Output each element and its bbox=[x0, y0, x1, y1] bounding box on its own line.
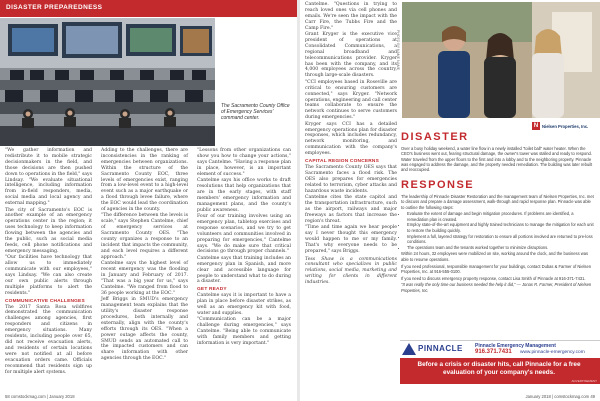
left-page bbox=[0, 0, 297, 401]
subhead-get-ready: GET READY bbox=[197, 287, 227, 293]
paragraph: The 2017 Santa Rosa wildfires demonstrated the communication challenges among agencies, first responders and citizens in emergency situations. Many residents, including people over 65, did not receive evacuation alerts, and residents of certain locations were not notified at all before evacuation orders came. Officials recommend that residents sign up for multiple alert systems. bbox=[5, 304, 92, 375]
ad-headline-band bbox=[400, 358, 600, 384]
sidebar-disaster-text bbox=[401, 146, 595, 174]
subhead-capital-region-concerns: CAPITAL REGION CONCERNS bbox=[305, 159, 379, 165]
ad-phone[interactable]: 916.371.7431 bbox=[475, 349, 512, 355]
paragraph: Four of our training involves using an emergency plan, tabletop exercises and response scenarios, and we try to get volunteers and communities involved in preparing for emergencies," Cantelme says. "We do make sure that critical decisions go through proper channels." bbox=[197, 213, 291, 255]
paragraph: Grant Kryger is the executive vice president of operations at Consolidated Communications, a regional broadband and telecommunications provider. Kryger has been with the company, and its 4,000 employees across the country, through large-scale disasters. bbox=[305, 32, 397, 79]
paragraph: The Sacramento County OES says that Sacramento faces a flood risk. The OES also prepares for emergencies related to terrorism, cyber attacks and hazardous waste incidents. bbox=[305, 164, 397, 194]
command-center-illustration bbox=[0, 18, 215, 146]
logo-text: Nielsen Properties, Inc. bbox=[542, 123, 589, 129]
sidebar-title-response: RESPONSE bbox=[401, 179, 475, 191]
ad-website[interactable]: www.pinnacle-emergency.com bbox=[520, 350, 585, 355]
list-item: • Implement a full, layered strategy for restoration to ensure all portions involved are returned to pre-loss conditions. bbox=[407, 234, 595, 245]
subhead-communicative-challenges: COMMUNICATIVE CHALLENGES bbox=[5, 298, 85, 304]
ad-label: ADVERTISEMENT bbox=[571, 379, 597, 383]
command-center-photo bbox=[0, 18, 215, 146]
paragraph: "Lessons from other organizations can show you how to change your actions," says Cantelme. "Having a response plan in place, however, is an important element of success." bbox=[197, 148, 291, 177]
ad-headline: Before a crisis or disaster hits, call Pinnacle for a free evaluation of your company's needs. bbox=[417, 361, 581, 376]
ad-top-band bbox=[400, 340, 600, 359]
left-column-1 bbox=[5, 148, 92, 376]
team-photo bbox=[402, 2, 600, 118]
ad-tagline: Pinnacle Emergency Management bbox=[475, 343, 556, 349]
paragraph: If you need professional, responsible management for your buildings, contact Dubas & Farmer of Nielsen Properties, Inc. at 916-555-0100. bbox=[401, 263, 592, 274]
paragraph: Jeff Briggs in SMUD's emergency management team explains that the utility's disaster response procedures, both internally and externally, align with the county's efforts through its OES. "When a power outage affects the county, SMUD sends an automated call to the impacted customers and can share information with other agencies through the EOC." bbox=[101, 297, 188, 362]
paragraph: The leadership of Pinnacle Disaster Restoration and the management team of Nielsen Properties, Inc. met to discuss and prepare a damage assessment, walk-through and rapid response plan. Pinnacle was able to outline the following steps: bbox=[401, 194, 594, 210]
pinnacle-logo-icon bbox=[402, 343, 416, 355]
paragraph: "Our facilities have technology that allow us to immediately communicate with our employees," says Lindsay. "We can also create our own public alerts through multiple platforms to alert the residents." bbox=[5, 255, 92, 296]
photo-credit: PHOTO BY NAME NAME bbox=[396, 30, 400, 71]
sidebar-response-text bbox=[401, 194, 595, 295]
sidebar-title-disaster: DISASTER bbox=[401, 131, 469, 143]
paragraph: Cantelme. "Questions in trying to reach loved ones via cell phones and emails. We're seen the impact with the Carr Fire, the Tubbs Fire and the Camp Fire." bbox=[305, 2, 397, 31]
nielsen-logo bbox=[532, 121, 598, 131]
paragraph: Within 24 hours, 32 employees were mobilized on site, working around the clock, and the business was able to resume operations. bbox=[401, 251, 589, 262]
paragraph: Adding to the challenges, there are inconsistencies in the ranking of emergencies between organizations. Within the structure of the Sacramento County EOC, three levels of emergencies exist, ranging from a low-level event to a high-level event such as a major earthquake or a flood through levee failure, where the EOC would lead the coordination of agencies in the county. bbox=[101, 148, 188, 213]
right-page bbox=[300, 0, 600, 401]
right-page-footer: January 2018 | comstockmag.com 49 bbox=[525, 394, 595, 399]
paragraph: The city of Sacramento's EOC is another example of an emergency operations center in the region; it uses technology to keep information flowing between the agencies and the public, such as social media feeds, cell phone notifications and emergency messaging. bbox=[5, 207, 92, 254]
photo-caption: The Sacramento County Office of Emergency Services' command center. bbox=[221, 103, 290, 121]
response-bullets bbox=[401, 211, 595, 250]
author-bio: Tess Shaw is a communications consultant who specializes in public relations, social media, marketing and writing for clients in different industries. bbox=[305, 256, 397, 286]
left-page-footer: 58 comstockmag.com | January 2018 bbox=[5, 394, 75, 399]
paragraph: "Communication can be a major challenge during emergencies," says Cantelme. "Being able to communicate with family members and getting information is very important." bbox=[197, 317, 291, 346]
list-item: • Evaluate the extent of damage and begin mitigation procedures. If problems are identified, a remediation plan is created. bbox=[407, 211, 595, 222]
paragraph: "We gather information and redistribute it to mobile strategic decisionmakers in the field, and those decisions are then pushed down to operations in the field," says Lindsay. "We evaluate situational intelligence, including information from in-field responders, media, social media and local agency and external mapping." bbox=[5, 148, 92, 207]
section-header-label: DISASTER PREPAREDNESS bbox=[6, 4, 103, 11]
team-illustration bbox=[402, 2, 600, 118]
logo-mark-icon: N bbox=[533, 123, 539, 129]
list-item: • Employ state-of-the-art equipment and highly trained technicians to manage the mitigation for each unit to restore the building quickly. bbox=[407, 222, 595, 233]
paragraph: Over a busy holiday weekend, a water line flow in a newly installed "toilet ball" water heater. When the CEO's business went out, fearing structural damage, the owner's tower was stalled and ready to respond. Water traveled from the upper floors to the first and into a lobby and to the neighboring property. Pinnacle was engaged to address the damage, and the property needed remediation. The building was later rebuilt and reoccupied. bbox=[401, 146, 593, 173]
paragraph: Cantelme cites the state capitol and the transportation infrastructure, such as the airport, railways and major freeways as factors that increase the region's threat. bbox=[305, 195, 397, 224]
left-column-2 bbox=[101, 148, 188, 363]
paragraph: If you need to discuss emergency property response, contact Lisa Smith of Pinnacle at 916-371-7431. bbox=[401, 275, 586, 281]
pinnacle-ad bbox=[300, 340, 600, 392]
paragraph: Cantelme says that training includes an emergency plan in Spanish, and more clear and accessible language for people to understand what to do during a disaster. bbox=[197, 255, 291, 285]
left-column-3 bbox=[197, 148, 291, 347]
section-header bbox=[0, 0, 297, 17]
right-column-1 bbox=[305, 2, 397, 287]
ad-brand: PINNACLE bbox=[418, 344, 463, 353]
paragraph: "It was really the only time our business needed the help it did," — Jonas R. Farmer, President of Nielsen Properties, Inc. bbox=[401, 282, 592, 293]
paragraph: Kryger says CCI has a detailed emergency operations plan for disaster responses, which includes redundancy, network monitoring, and communication with the company's employees. bbox=[305, 121, 397, 157]
paragraph: Cantelme says it is important to have a plan in place before disaster strikes, as well as an emergency kit with food, water and supplies. bbox=[197, 293, 291, 316]
paragraph: "The difference between the levels is scale," says Stephen Cantelme, chief of emergency services at Sacramento County OES. "The county organizes a response to an incident that impacts the community, and each level requires a different approach." bbox=[101, 213, 188, 260]
list-item: • The operations team and the tenants worked together to minimize disruptions. bbox=[407, 245, 595, 250]
paragraph: Cantelme says the highest level of recent emergency was the flooding in January and February of 2017. "That was a big year for us," says Cantelme. "We ranged from flood to 36 people working at the EOC." bbox=[101, 261, 188, 296]
paragraph: Cantelme says his office works to draft resolutions that help organizations that are in the early stages, with staff members' emergency information and management plans, and the county's public awareness. bbox=[197, 178, 291, 213]
paragraph: "Time and time again we hear people say I never thought this emergency would happen to me or my family. That's why everyone needs to be prepared," says Briggs. bbox=[305, 225, 397, 254]
paragraph: "CCI employees based in Roseville are critical to ensuring customers are connected," says Kryger. "Network operations, engineering and call center teams collaborate to ensure the network continues to serve customers during emergencies." bbox=[305, 79, 398, 121]
